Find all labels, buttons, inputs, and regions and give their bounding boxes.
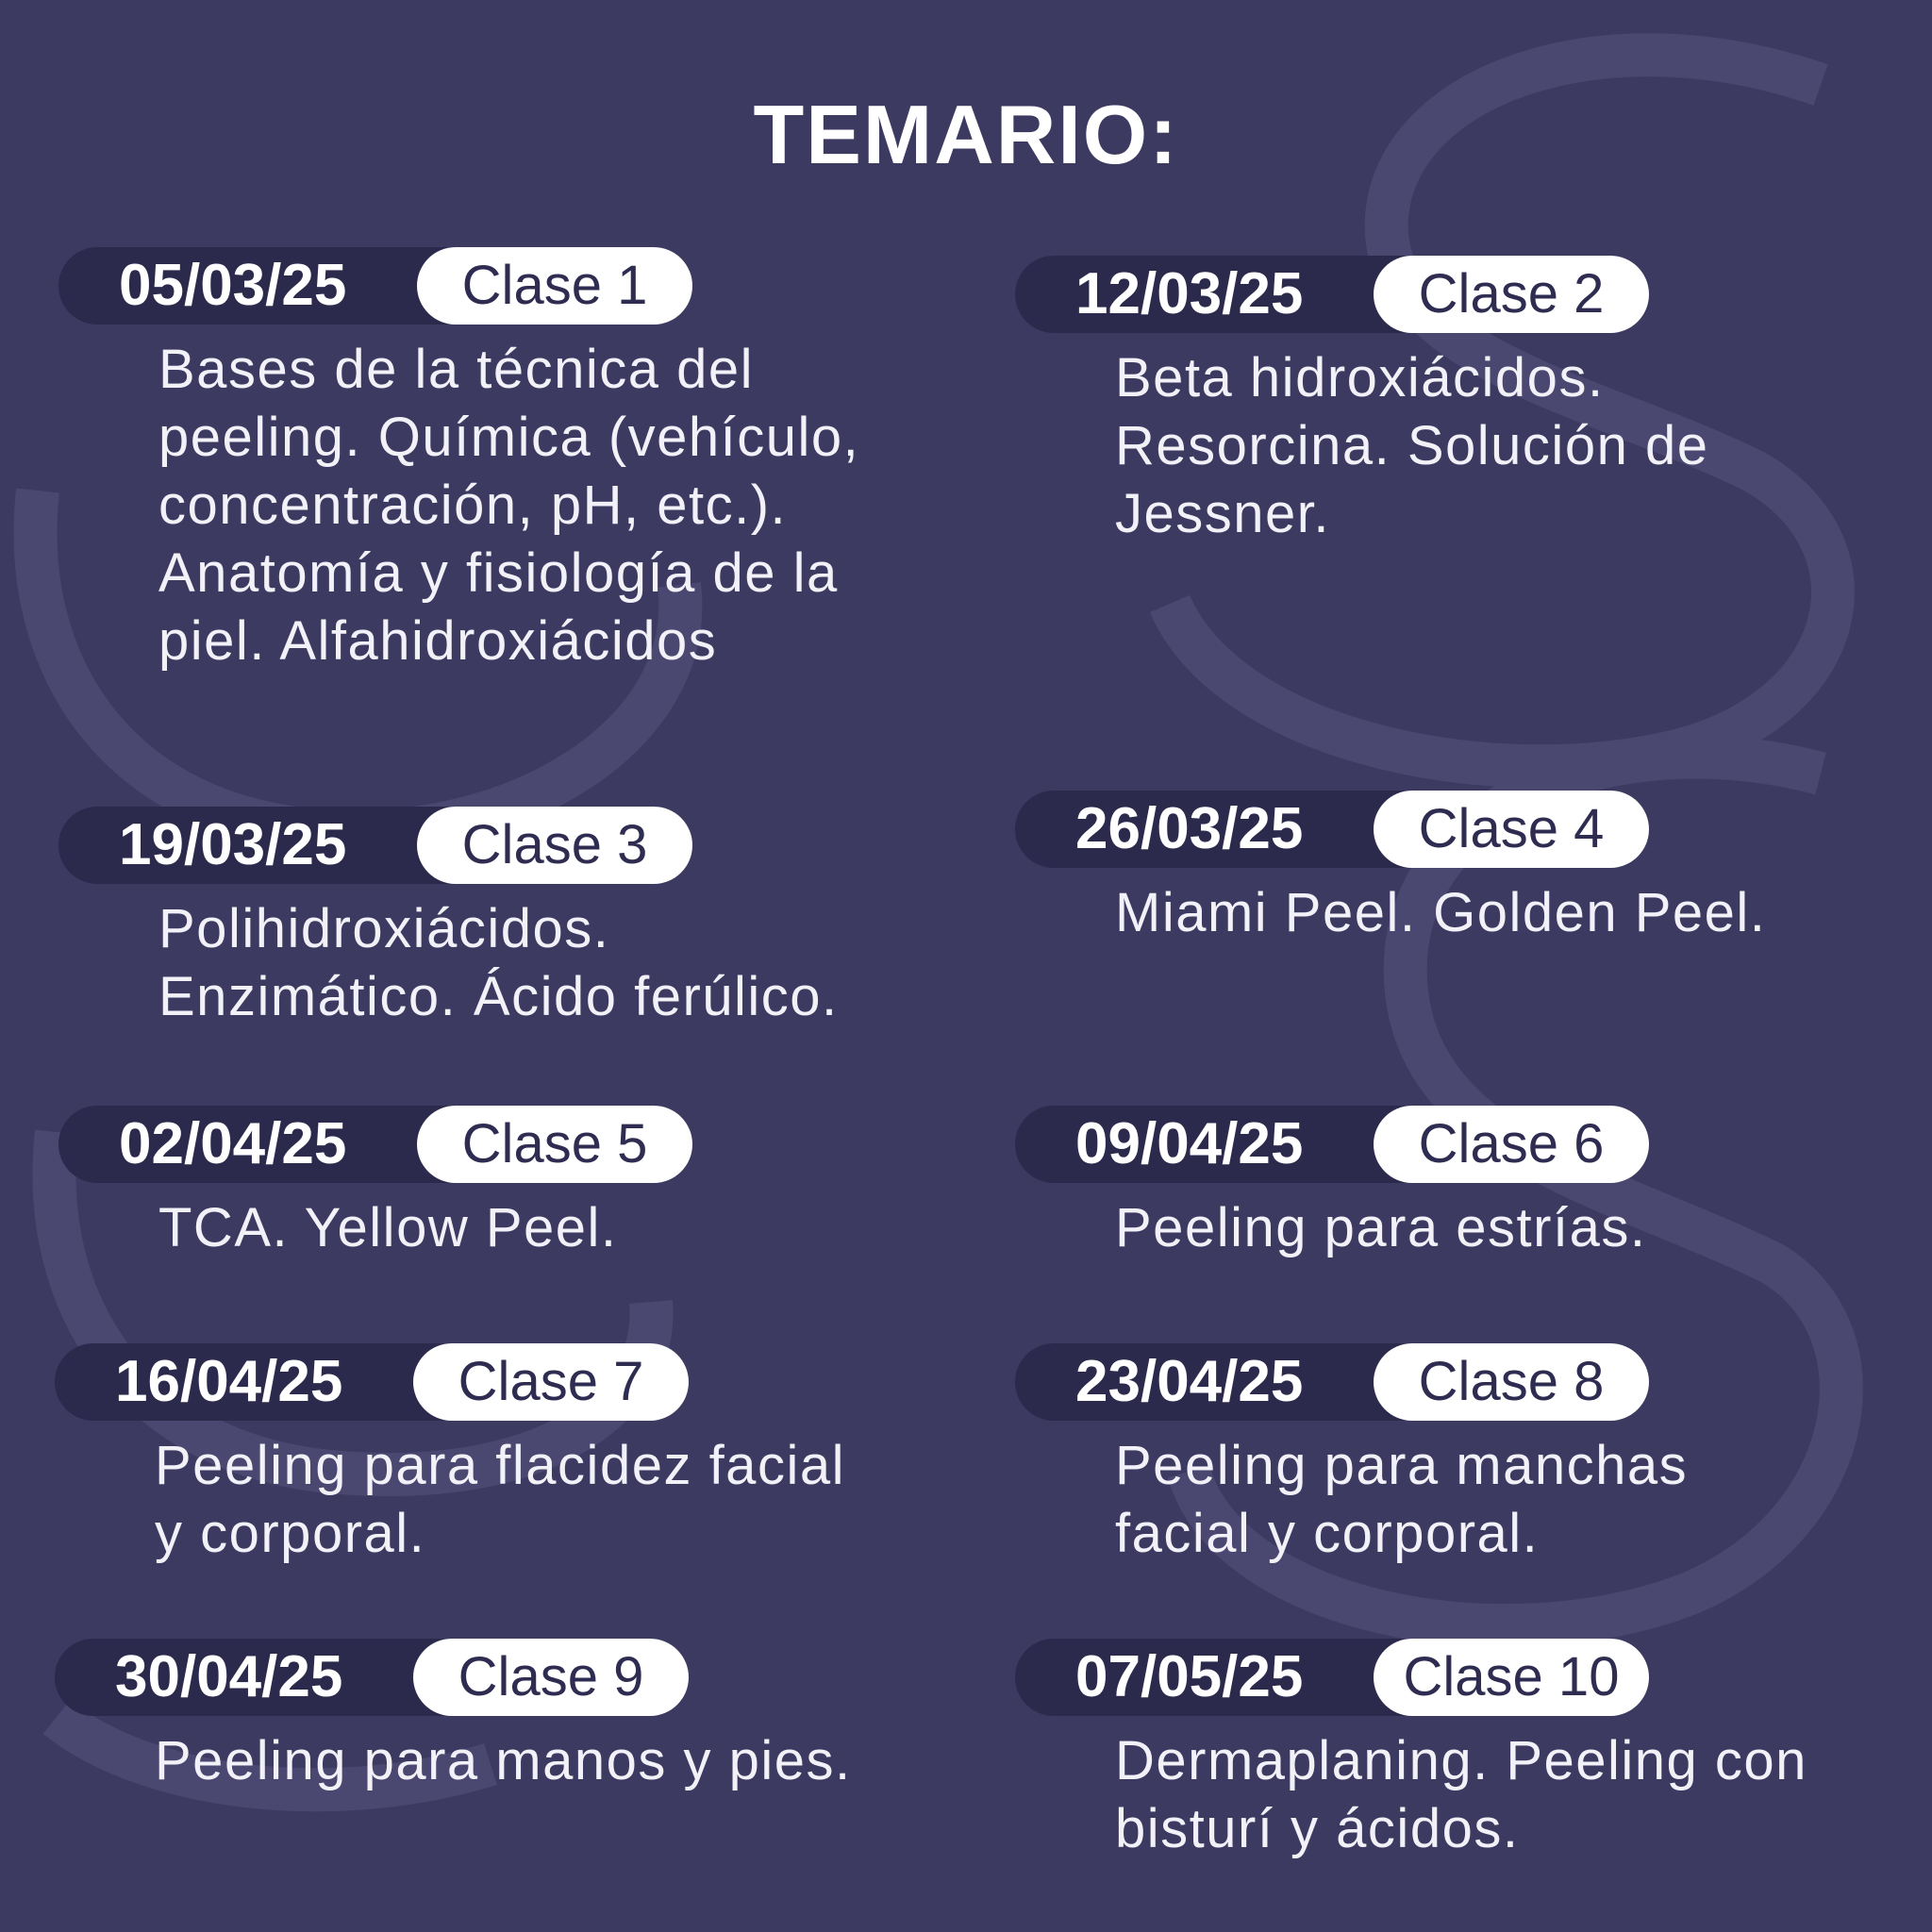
class-badge: Clase 4	[1374, 791, 1649, 868]
class-card-7	[55, 1343, 845, 1568]
class-card-10	[1015, 1639, 1807, 1863]
class-date: 16/04/25	[115, 1349, 343, 1414]
class-description: Dermaplaning. Peeling con bisturí y ácidos.	[1115, 1730, 1807, 1859]
class-badge: Clase 9	[413, 1639, 689, 1716]
date-pill	[1015, 256, 1649, 333]
class-card-9	[55, 1639, 852, 1795]
class-description: Bases de la técnica del peeling. Química (vehículo, concentración, pH, etc.). Anatomía y fisiología de la piel. Alfahidroxiácidos	[158, 339, 860, 672]
class-description: Peeling para flacidez facial y corporal.	[155, 1435, 845, 1564]
class-date: 26/03/25	[1075, 796, 1304, 861]
class-description: Peeling para estrías.	[1115, 1197, 1647, 1258]
class-card-5	[58, 1106, 692, 1262]
class-badge: Clase 2	[1374, 256, 1649, 333]
date-pill	[58, 1106, 692, 1183]
class-badge: Clase 7	[413, 1343, 689, 1421]
class-date: 07/05/25	[1075, 1644, 1304, 1709]
date-pill	[55, 1639, 689, 1716]
class-description: Miami Peel. Golden Peel.	[1115, 882, 1767, 943]
class-date: 05/03/25	[119, 253, 347, 318]
date-pill	[1015, 1343, 1649, 1421]
date-pill	[58, 807, 692, 884]
date-pill	[1015, 1639, 1649, 1716]
class-description: TCA. Yellow Peel.	[158, 1197, 618, 1258]
class-date: 19/03/25	[119, 812, 347, 877]
class-badge: Clase 6	[1374, 1106, 1649, 1183]
class-badge: Clase 1	[417, 247, 692, 325]
class-badge: Clase 5	[417, 1106, 692, 1183]
class-description: Beta hidroxiácidos. Resorcina. Solución de Jessner.	[1115, 347, 1709, 544]
class-description: Polihidroxiácidos. Enzimático. Ácido ferúlico.	[158, 898, 839, 1027]
class-badge: Clase 3	[417, 807, 692, 884]
class-date: 23/04/25	[1075, 1349, 1304, 1414]
class-badge: Clase 10	[1374, 1639, 1649, 1716]
class-card-3	[58, 807, 839, 1031]
class-date: 02/04/25	[119, 1111, 347, 1176]
class-card-1	[58, 247, 859, 675]
class-badge: Clase 8	[1374, 1343, 1649, 1421]
date-pill	[1015, 1106, 1649, 1183]
class-date: 30/04/25	[115, 1644, 343, 1709]
class-date: 09/04/25	[1075, 1111, 1304, 1176]
date-pill	[1015, 791, 1649, 868]
class-description: Peeling para manchas facial y corporal.	[1115, 1435, 1689, 1564]
class-description: Peeling para manos y pies.	[155, 1730, 852, 1791]
class-card-2	[1015, 256, 1708, 548]
date-pill	[55, 1343, 689, 1421]
class-card-6	[1015, 1106, 1649, 1262]
page-title: TEMARIO:	[753, 88, 1179, 181]
class-card-4	[1015, 791, 1766, 947]
class-card-8	[1015, 1343, 1688, 1568]
date-pill	[58, 247, 692, 325]
class-date: 12/03/25	[1075, 261, 1304, 326]
